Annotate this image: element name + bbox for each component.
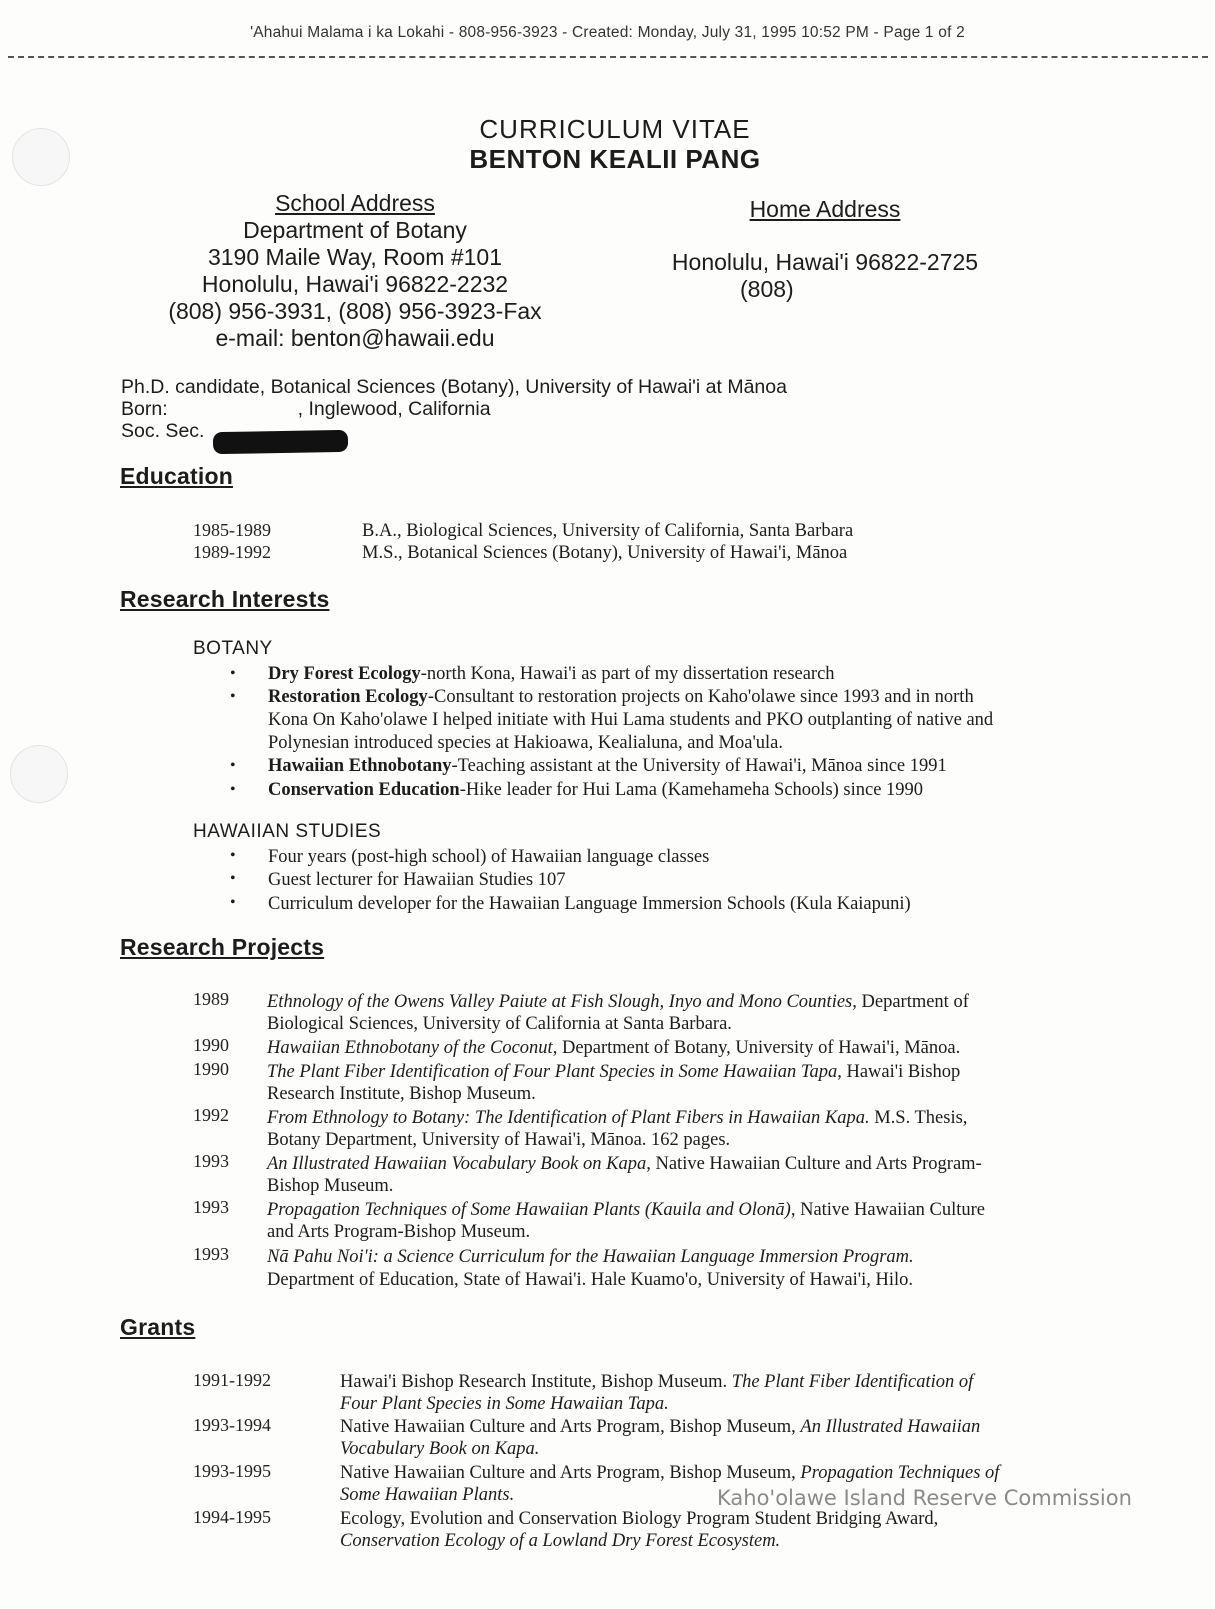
project-title: Propagation Techniques of Some Hawaiian Plants (Kauila and Olonā): [267, 1200, 791, 1220]
section-heading-grants: Grants: [120, 1314, 196, 1340]
project-text: [267, 1199, 985, 1222]
project-text: [267, 1061, 960, 1084]
cv-title: CURRICULUM VITAE: [479, 114, 751, 144]
born-place: , Inglewood, California: [297, 398, 491, 420]
watermark: Kaho'olawe Island Reserve Commission: [717, 1486, 1132, 1510]
home-address-line: Honolulu, Hawai'i 96822-2725: [671, 249, 979, 275]
project-title: From Ethnology to Botany: The Identification of Plant Fibers in Hawaiian Kapa.: [267, 1108, 870, 1128]
grant-title: Propagation Techniques of: [800, 1463, 1000, 1483]
grant-years: 1993-1995: [193, 1461, 271, 1481]
education-text: M.S., Botanical Sciences (Botany), University of Hawai'i, Mānoa: [362, 543, 848, 563]
grant-title-cont: Some Hawaiian Plants.: [340, 1485, 515, 1505]
project-year: 1993: [193, 1244, 229, 1264]
bullet: •: [230, 781, 236, 798]
hawaiian-item: Four years (post-high school) of Hawaiian language classes: [268, 847, 710, 867]
education-text: B.A., Biological Sciences, University of California, Santa Barbara: [362, 521, 854, 541]
school-address-line: 3190 Maile Way, Room #101: [207, 244, 503, 270]
project-text: [267, 1246, 914, 1269]
born-label: Born:: [121, 398, 168, 420]
project-source: , Native Hawaiian Culture: [790, 1200, 986, 1220]
grant-text: [340, 1371, 973, 1394]
grant-title: An Illustrated Hawaiian: [800, 1417, 981, 1437]
interest-item: [268, 663, 835, 686]
project-source-cont: Botany Department, University of Hawai'i, Mānoa. 162 pages.: [267, 1130, 731, 1150]
project-text: [267, 991, 969, 1014]
grant-title-cont: Vocabulary Book on Kapa.: [340, 1439, 540, 1459]
education-years: 1985-1989: [193, 520, 271, 540]
bullet: •: [230, 894, 236, 911]
grant-sponsor: Native Hawaiian Culture and Arts Program, Bishop Museum,: [340, 1417, 801, 1437]
bullet: •: [230, 847, 236, 864]
school-address: [130, 190, 580, 352]
project-year: 1990: [193, 1035, 229, 1055]
project-source-cont: Research Institute, Bishop Museum.: [267, 1084, 536, 1104]
project-title: The Plant Fiber Identification of Four Plant Species in Some Hawaiian Tapa: [267, 1062, 838, 1082]
interest-desc: -Teaching assistant at the University of Hawai'i, Mānoa since 1991: [451, 756, 947, 776]
project-title: Ethnology of the Owens Valley Paiute at Fish Slough, Inyo and Mono Counties: [267, 992, 853, 1012]
interest-item: [268, 779, 923, 802]
school-address-line: (808) 956-3931, (808) 956-3923-Fax: [168, 298, 542, 324]
project-text: [267, 1107, 967, 1130]
grant-sponsor: Hawai'i Bishop Research Institute, Bishop Museum.: [340, 1372, 732, 1392]
project-text: [267, 1037, 960, 1060]
project-year: 1989: [193, 989, 229, 1009]
project-year: 1990: [193, 1059, 229, 1079]
project-source: , Native Hawaiian Culture and Arts Program-: [646, 1154, 982, 1174]
bullet: •: [230, 757, 236, 774]
project-source-cont: Department of Education, State of Hawai'i. Hale Kuamo'o, University of Hawai'i, Hilo.: [267, 1270, 914, 1290]
grant-title: The Plant Fiber Identification of: [731, 1372, 974, 1392]
bullet: •: [230, 870, 236, 887]
interest-desc: -Consultant to restoration projects on Kaho'olawe since 1993 and in north: [427, 687, 974, 707]
grant-sponsor: Ecology, Evolution and Conservation Biology Program Student Bridging Award,: [340, 1509, 939, 1529]
grant-years: 1993-1994: [193, 1415, 271, 1435]
interest-title: Restoration Ecology: [268, 687, 428, 707]
project-title: An Illustrated Hawaiian Vocabulary Book on Kapa: [267, 1154, 647, 1174]
project-year: 1993: [193, 1151, 229, 1171]
fax-header: 'Ahahui Malama i ka Lokahi - 808-956-3923 - Created: Monday, July 31, 1995 10:52 PM - Page 1 of 2: [250, 24, 965, 41]
grant-text: [340, 1508, 938, 1531]
interest-title: Hawaiian Ethnobotany: [268, 756, 452, 776]
home-address-heading: Home Address: [749, 196, 901, 222]
grant-text: [340, 1462, 999, 1485]
subheading-hawaiian-studies: HAWAIIAN STUDIES: [193, 821, 382, 842]
grant-title-cont: Conservation Ecology of a Lowland Dry Forest Ecosystem.: [340, 1531, 781, 1551]
grant-title-cont: Four Plant Species in Some Hawaiian Tapa.: [340, 1394, 669, 1414]
project-title: Hawaiian Ethnobotany of the Coconut: [267, 1038, 553, 1058]
bullet: •: [230, 688, 236, 705]
school-address-heading: School Address: [275, 190, 435, 216]
interest-item: [268, 686, 974, 709]
punch-hole-middle: [10, 745, 68, 803]
project-source: , Department of: [852, 992, 969, 1012]
section-heading-research-projects: Research Projects: [120, 934, 325, 960]
cv-name: BENTON KEALII PANG: [469, 144, 761, 174]
project-source: M.S. Thesis,: [869, 1108, 968, 1128]
grant-sponsor: Native Hawaiian Culture and Arts Program, Bishop Museum,: [340, 1463, 801, 1483]
project-title: Nā Pahu Noi'i: a Science Curriculum for the Hawaiian Language Immersion Program.: [267, 1247, 914, 1267]
home-phone-prefix: (808): [740, 276, 794, 302]
redaction-bar: [213, 430, 348, 454]
home-address-redacted-line: [610, 223, 1040, 249]
project-source-cont: Biological Sciences, University of California at Santa Barbara.: [267, 1014, 732, 1034]
section-heading-research-interests: Research Interests: [120, 586, 330, 612]
hawaiian-item: Guest lecturer for Hawaiian Studies 107: [268, 870, 566, 890]
school-email: e-mail: benton@hawaii.edu: [215, 325, 495, 351]
project-source-cont: Bishop Museum.: [267, 1176, 394, 1196]
soc-sec-label: Soc. Sec.: [121, 420, 205, 442]
interest-desc-cont: Kona On Kaho'olawe I helped initiate with Hui Lama students and PKO outplanting of native and: [268, 710, 994, 730]
project-source-cont: and Arts Program-Bishop Museum.: [267, 1222, 531, 1242]
fax-divider: [8, 56, 1208, 58]
school-address-line: Department of Botany: [243, 217, 467, 243]
home-address: [610, 196, 1040, 303]
born-line: [121, 398, 491, 421]
school-address-line: Honolulu, Hawai'i 96822-2232: [201, 271, 509, 297]
bullet: •: [230, 665, 236, 682]
interest-desc-cont: Polynesian introduced species at Hakioawa, Kealialuna, and Moa'ula.: [268, 733, 784, 753]
project-source: , Department of Botany, University of Hawai'i, Mānoa.: [552, 1038, 961, 1058]
project-year: 1993: [193, 1197, 229, 1217]
home-phone: [610, 276, 1040, 303]
degree-line: Ph.D. candidate, Botanical Sciences (Botany), University of Hawai'i at Mānoa: [121, 376, 787, 398]
interest-title: Conservation Education: [268, 780, 460, 800]
grant-text: [340, 1416, 980, 1439]
project-text: [267, 1153, 982, 1176]
interest-item: [268, 755, 947, 778]
hawaiian-item: Curriculum developer for the Hawaiian Language Immersion Schools (Kula Kaiapuni): [268, 894, 911, 914]
education-years: 1989-1992: [193, 542, 271, 562]
project-source: , Hawai'i Bishop: [837, 1062, 961, 1082]
soc-sec-line: [121, 420, 204, 443]
subheading-botany: BOTANY: [193, 638, 273, 659]
interest-desc: -north Kona, Hawai'i as part of my dissertation research: [420, 664, 835, 684]
interest-title: Dry Forest Ecology: [268, 664, 421, 684]
project-year: 1992: [193, 1105, 229, 1125]
grant-years: 1994-1995: [193, 1507, 271, 1527]
interest-desc: -Hike leader for Hui Lama (Kamehameha Schools) since 1990: [459, 780, 924, 800]
section-heading-education: Education: [120, 463, 233, 489]
grant-years: 1991-1992: [193, 1370, 271, 1390]
